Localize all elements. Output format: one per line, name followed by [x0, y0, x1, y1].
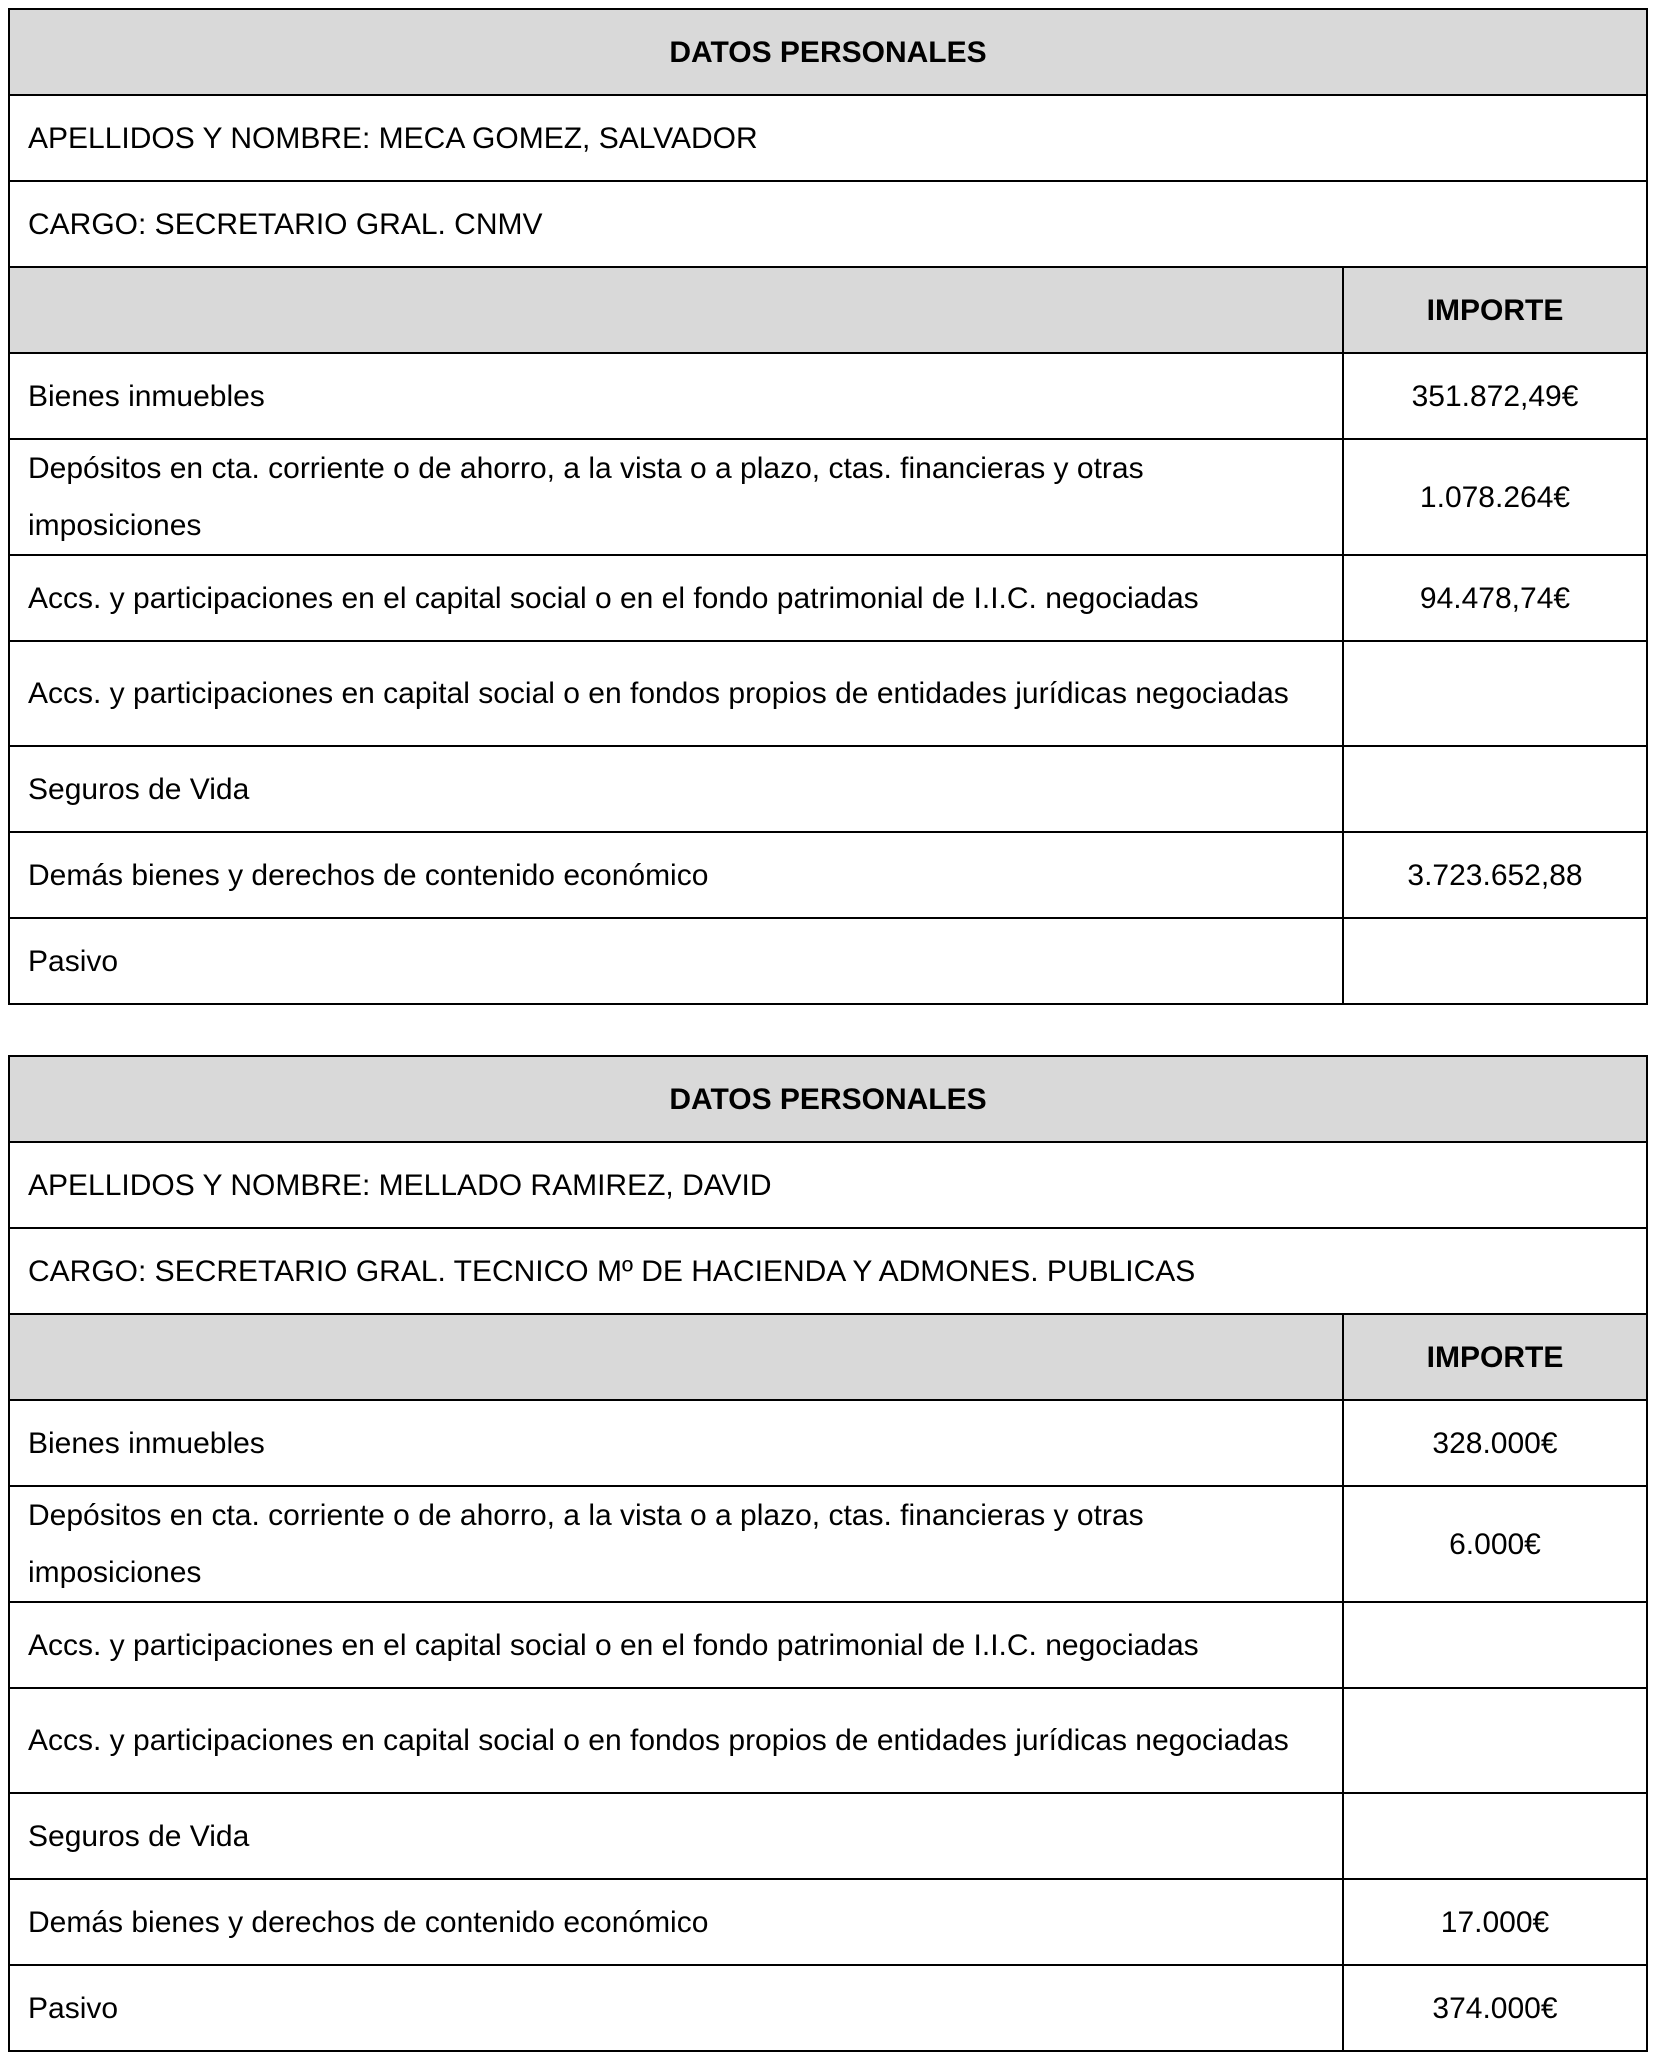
table-row [9, 1965, 1647, 2051]
table-row [9, 1688, 1647, 1793]
header-row [9, 1056, 1647, 1142]
amount-cell: 374.000€ [1343, 1965, 1647, 2051]
concept-cell: Pasivo [9, 1965, 1343, 2051]
concept-column-header [9, 267, 1343, 353]
concept-cell: Accs. y participaciones en capital social o en fondos propios de entidades jurídicas negociadas [9, 641, 1343, 746]
amount-cell [1343, 1602, 1647, 1688]
amount-cell: 1.078.264€ [1343, 439, 1647, 555]
table-row [9, 832, 1647, 918]
amount-cell: 328.000€ [1343, 1400, 1647, 1486]
concept-cell: Bienes inmuebles [9, 353, 1343, 439]
table-row [9, 555, 1647, 641]
declaration-table-2 [8, 1055, 1648, 2052]
concept-cell: Seguros de Vida [9, 746, 1343, 832]
concept-column-header [9, 1314, 1343, 1400]
position-line: CARGO: SECRETARIO GRAL. TECNICO Mº DE HACIENDA Y ADMONES. PUBLICAS [9, 1228, 1647, 1314]
section-header: DATOS PERSONALES [9, 1056, 1647, 1142]
amount-cell [1343, 746, 1647, 832]
concept-cell: Bienes inmuebles [9, 1400, 1343, 1486]
amount-cell: 6.000€ [1343, 1486, 1647, 1602]
concept-cell: Depósitos en cta. corriente o de ahorro, a la vista o a plazo, ctas. financieras y otras imposiciones [9, 439, 1343, 555]
table-row [9, 918, 1647, 1004]
concept-cell: Accs. y participaciones en el capital social o en el fondo patrimonial de I.I.C. negociadas [9, 555, 1343, 641]
table-row [9, 1793, 1647, 1879]
amount-cell: 351.872,49€ [1343, 353, 1647, 439]
name-line: APELLIDOS Y NOMBRE: MELLADO RAMIREZ, DAVID [9, 1142, 1647, 1228]
table-row [9, 1879, 1647, 1965]
concept-cell: Demás bienes y derechos de contenido económico [9, 832, 1343, 918]
amount-cell [1343, 918, 1647, 1004]
table-row [9, 1486, 1647, 1602]
header-row [9, 9, 1647, 95]
declaration-table-1 [8, 8, 1648, 1005]
amount-cell: 94.478,74€ [1343, 555, 1647, 641]
table-row [9, 1400, 1647, 1486]
amount-column-header: IMPORTE [1343, 267, 1647, 353]
concept-cell: Pasivo [9, 918, 1343, 1004]
table-row [9, 746, 1647, 832]
column-header-row [9, 267, 1647, 353]
table-row [9, 439, 1647, 555]
concept-cell: Demás bienes y derechos de contenido económico [9, 1879, 1343, 1965]
amount-cell [1343, 1688, 1647, 1793]
section-header: DATOS PERSONALES [9, 9, 1647, 95]
position-line: CARGO: SECRETARIO GRAL. CNMV [9, 181, 1647, 267]
amount-cell: 17.000€ [1343, 1879, 1647, 1965]
concept-cell: Accs. y participaciones en el capital social o en el fondo patrimonial de I.I.C. negociadas [9, 1602, 1343, 1688]
table-row [9, 1602, 1647, 1688]
amount-cell [1343, 1793, 1647, 1879]
name-row [9, 95, 1647, 181]
concept-cell: Depósitos en cta. corriente o de ahorro, a la vista o a plazo, ctas. financieras y otras imposiciones [9, 1486, 1343, 1602]
name-line: APELLIDOS Y NOMBRE: MECA GOMEZ, SALVADOR [9, 95, 1647, 181]
position-row [9, 181, 1647, 267]
table-row [9, 353, 1647, 439]
name-row [9, 1142, 1647, 1228]
amount-column-header: IMPORTE [1343, 1314, 1647, 1400]
position-row [9, 1228, 1647, 1314]
amount-cell [1343, 641, 1647, 746]
table-row [9, 641, 1647, 746]
concept-cell: Accs. y participaciones en capital social o en fondos propios de entidades jurídicas negociadas [9, 1688, 1343, 1793]
amount-cell: 3.723.652,88 [1343, 832, 1647, 918]
column-header-row [9, 1314, 1647, 1400]
concept-cell: Seguros de Vida [9, 1793, 1343, 1879]
